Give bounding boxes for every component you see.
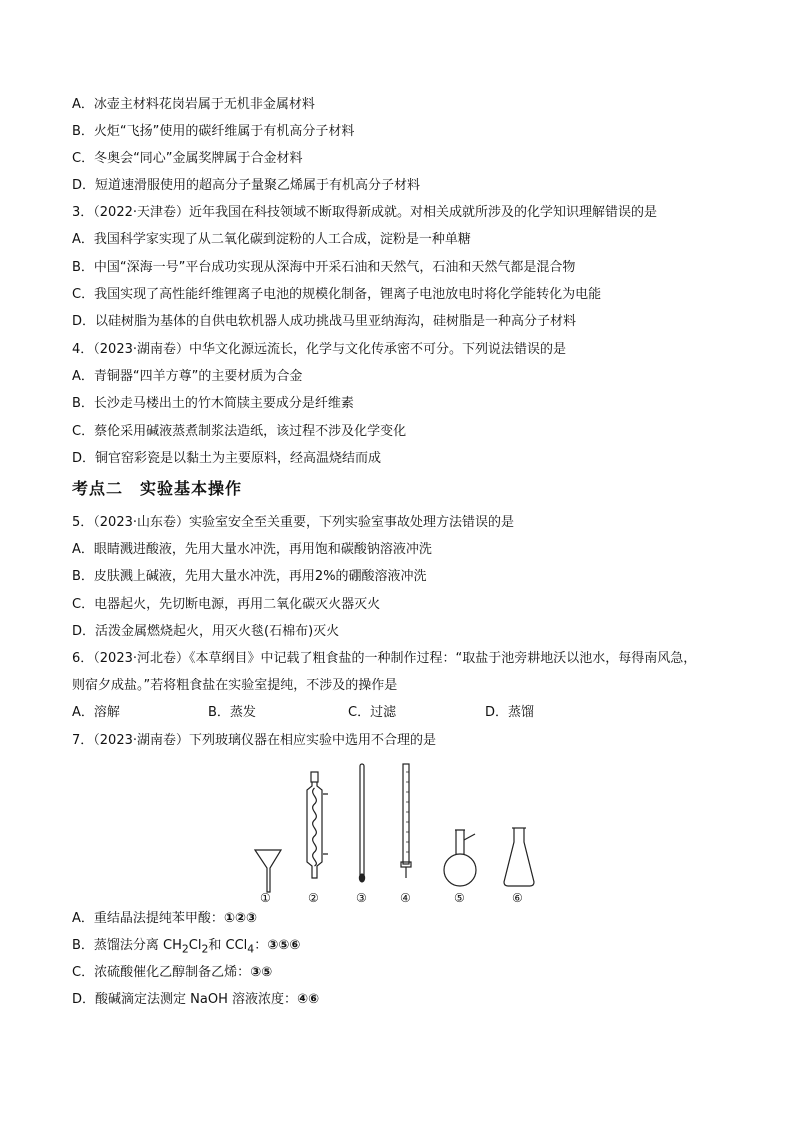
funnel-icon: [255, 850, 281, 892]
q7-option-d: D．酸碱滴定法测定 NaOH 溶液浓度：④⑥: [72, 992, 319, 1007]
label-1: ①: [260, 891, 271, 904]
option-line: D．以硅树脂为基体的自供电软机器人成功挑战马里亚纳海沟，硅树脂是一种高分子材料: [72, 314, 577, 329]
option-line: C．蔡伦采用碱液蒸煮制浆法造纸，该过程不涉及化学变化: [72, 424, 407, 439]
q6-option-d: D．蒸馏: [485, 705, 535, 720]
question-stem: 则宿夕成盐。”若将粗食盐在实验室提纯，不涉及的操作是: [72, 678, 398, 693]
glassware-figure: [250, 758, 540, 904]
q6-option-a: A．溶解: [72, 705, 120, 720]
option-line: B．火炬“飞扬”使用的碳纤维属于有机高分子材料: [72, 124, 355, 139]
option-line: D．短道速滑服使用的超高分子量聚乙烯属于有机高分子材料: [72, 178, 421, 193]
label-5: ⑤: [454, 891, 465, 904]
label-3: ③: [356, 891, 367, 904]
option-line: C．电器起火，先切断电源，再用二氧化碳灭火器灭火: [72, 597, 381, 612]
section-heading: 考点二 实验基本操作: [72, 479, 243, 498]
question-stem: 7．（2023·湖南卷）下列玻璃仪器在相应实验中选用不合理的是: [72, 733, 436, 748]
label-2: ②: [308, 891, 319, 904]
option-line: B．长沙走马楼出土的竹木简牍主要成分是纤维素: [72, 396, 354, 411]
option-line: A．眼睛溅进酸液，先用大量水冲洗，再用饱和碳酸钠溶液冲洗: [72, 542, 432, 557]
question-stem: 5．（2023·山东卷）实验室安全至关重要，下列实验室事故处理方法错误的是: [72, 515, 514, 530]
answer-circled: ④⑥: [296, 992, 319, 1007]
question-stem: 4．（2023·湖南卷）中华文化源远流长，化学与文化传承密不可分。下列说法错误的是: [72, 342, 566, 357]
q6-option-c: C．过滤: [348, 705, 397, 720]
conical-flask-icon: [504, 828, 534, 886]
q7-option-a: A．重结晶法提纯苯甲酸：①②③: [72, 911, 257, 926]
answer-circled: ③⑤⑥: [267, 938, 301, 953]
question-stem: 6．（2023·河北卷）《本草纲目》中记载了粗食盐的一种制作过程：“取盐于池旁耕地沃以池水，每得南风急，: [72, 651, 697, 666]
label-4: ④: [400, 891, 411, 904]
answer-circled: ①②③: [223, 911, 257, 926]
question-stem: 3．（2022·天津卷）近年我国在科技领域不断取得新成就。对相关成就所涉及的化学知识理解错误的是: [72, 205, 657, 220]
answer-circled: ③⑤: [250, 965, 273, 980]
thermometer-icon: [359, 764, 364, 882]
option-line: C．我国实现了高性能纤维锂离子电池的规模化制备，锂离子电池放电时将化学能转化为电能: [72, 287, 602, 302]
option-line: A．我国科学家实现了从二氧化碳到淀粉的人工合成，淀粉是一种单糖: [72, 232, 471, 247]
label-6: ⑥: [512, 891, 523, 904]
distillation-flask-icon: [444, 830, 476, 886]
option-line: B．皮肤溅上碱液，先用大量水冲洗，再用2%的硼酸溶液冲洗: [72, 569, 427, 584]
burette-icon: [401, 764, 411, 878]
option-line: A．冰壶主材料花岗岩属于无机非金属材料: [72, 97, 315, 112]
q6-option-b: B．蒸发: [208, 705, 256, 720]
option-line: D．铜官窑彩瓷是以黏土为主要原料，经高温烧结而成: [72, 451, 382, 466]
option-line: D．活泼金属燃烧起火，用灭火毯(石棉布)灭火: [72, 624, 340, 639]
q7-option-c: C．浓硫酸催化乙醇制备乙烯：③⑤: [72, 965, 273, 980]
q7-option-b: B．蒸馏法分离 $CH_2Cl_2$和 CCl$_4$：③⑤⑥: [72, 938, 301, 956]
q6-options: [72, 704, 732, 722]
option-line: C．冬奥会“同心”金属奖牌属于合金材料: [72, 151, 303, 166]
option-line: A．青铜器“四羊方尊”的主要材质为合金: [72, 369, 303, 384]
condenser-icon: [307, 772, 328, 878]
option-line: B．中国“深海一号”平台成功实现从深海中开采石油和天然气，石油和天然气都是混合物: [72, 260, 576, 275]
